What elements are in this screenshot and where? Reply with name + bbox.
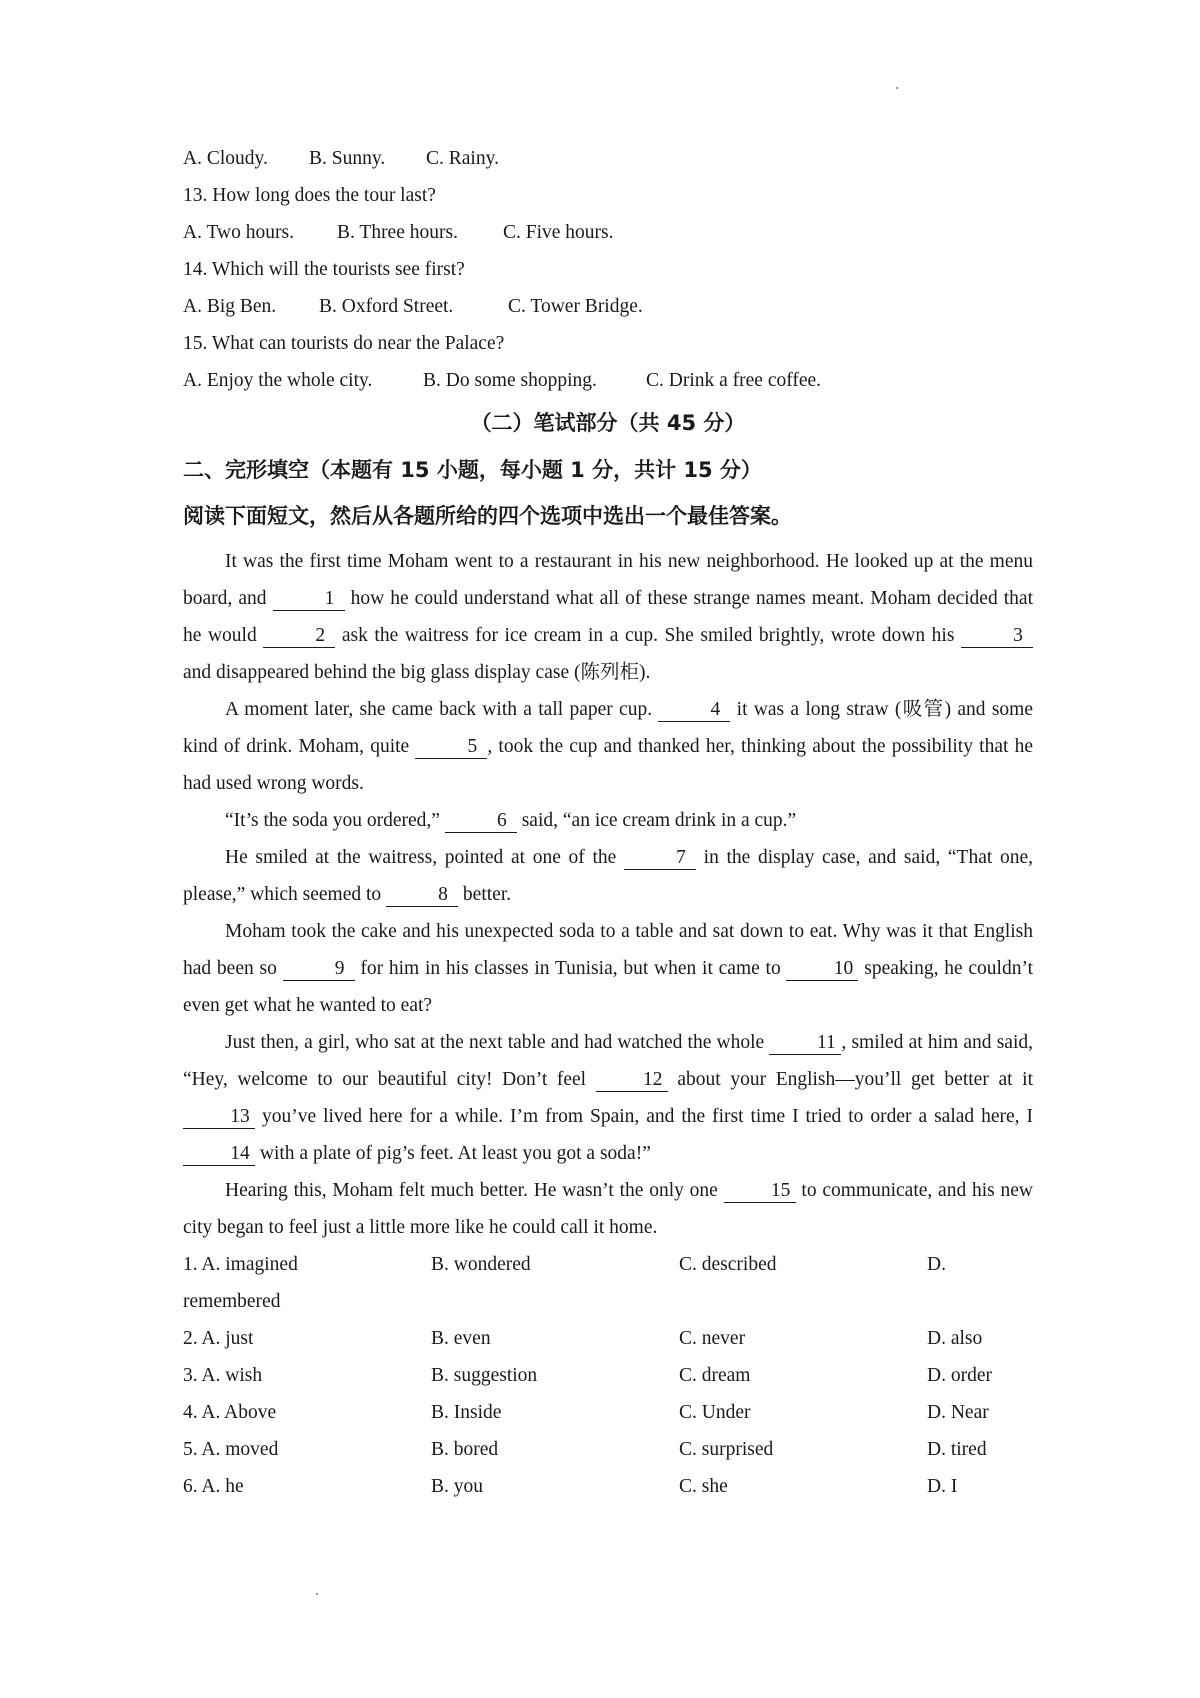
option: A. Big Ben. (183, 296, 277, 317)
exam-page (183, 140, 1033, 1505)
paragraph: Moham took the cake and his unexpected soda to a table and sat down to eat. Why was it that English had been so 9 for him in his classes in Tunisia, but when it came to 10 speaking, he couldn’t even get what he wanted to eat? (183, 921, 1034, 1016)
cloze-instruction: 阅读下面短文，然后从各题所给的四个选项中选出一个最佳答案。 (183, 504, 792, 528)
option-row-2: 2. A. just B. even C. never D. also (183, 1328, 983, 1349)
scan-dot (896, 87, 898, 89)
option-row-4: 4. A. Above B. Inside C. Under D. Near (183, 1402, 989, 1423)
section-title: （二）笔试部分（共 45 分） (470, 411, 746, 435)
option-row-6: 6. A. he B. you C. she D. I (183, 1476, 958, 1497)
blank-8: 8 (386, 884, 458, 907)
question-14: 14. Which will the tourists see first? (183, 259, 465, 280)
option-row-5: 5. A. moved B. bored C. surprised D. tired (183, 1439, 987, 1460)
option: C. Tower Bridge. (508, 296, 643, 317)
option: A. Enjoy the whole city. (183, 370, 373, 391)
blank-7: 7 (624, 847, 696, 870)
paragraph: “It’s the soda you ordered,” 6 said, “an ice cream drink in a cup.” (225, 810, 797, 831)
q14-options (183, 288, 1033, 325)
option: B. Three hours. (337, 222, 458, 243)
q15-options (183, 362, 1033, 399)
blank-12: 12 (596, 1069, 668, 1092)
option: C. Five hours. (503, 222, 614, 243)
blank-2: 2 (263, 625, 335, 648)
option-row-1: 1. A. imagined B. wondered C. described D. (183, 1254, 946, 1275)
question-13: 13. How long does the tour last? (183, 185, 436, 206)
cloze-passage (183, 543, 1033, 1246)
blank-15: 15 (724, 1180, 796, 1203)
blank-3: 3 (961, 625, 1033, 648)
paragraph: Hearing this, Moham felt much better. He wasn’t the only one 15 to communicate, and his new city began to feel just a little more like he could call it home. (183, 1180, 1034, 1238)
blank-1: 1 (273, 588, 345, 611)
scan-dot (316, 1593, 318, 1595)
blank-9: 9 (283, 958, 355, 981)
paragraph: A moment later, she came back with a tall paper cup. 4 it was a long straw (吸管) and some kind of drink. Moham, quite 5 , took the cup and thanked her, thinking about the possibility that he had used wrong words. (183, 699, 1033, 794)
blank-13: 13 (183, 1106, 255, 1129)
question-15: 15. What can tourists do near the Palace? (183, 333, 505, 354)
option-row-3: 3. A. wish B. suggestion C. dream D. order (183, 1365, 992, 1386)
option: C. Rainy. (426, 148, 499, 169)
option-row-1-wrap: remembered (183, 1291, 281, 1312)
blank-4: 4 (658, 699, 730, 722)
paragraph: He smiled at the waitress, pointed at one of the 7 in the display case, and said, “That one, please,” which seemed to 8 better. (183, 847, 1033, 905)
cloze-title: 二、完形填空（本题有 15 小题，每小题 1 分，共计 15 分） (183, 458, 762, 482)
q13-options (183, 214, 1033, 251)
option: A. Two hours. (183, 222, 294, 243)
option: B. Do some shopping. (423, 370, 597, 391)
paragraph: Just then, a girl, who sat at the next table and had watched the whole 11 , smiled at him and said, “Hey, welcome to our beautiful city! Don’t feel 12 about your English—you’ll get better at it 13 you’ve lived here for a while. I’m from Spain, and the first time I tried to order a salad here, I 14 with a plate of pig’s feet. At least you got a soda!” (183, 1032, 1033, 1164)
blank-14: 14 (183, 1143, 255, 1166)
option: A. Cloudy. (183, 148, 268, 169)
q12-options (183, 140, 1033, 177)
option: C. Drink a free coffee. (646, 370, 822, 391)
blank-11: 11 (769, 1032, 841, 1055)
paragraph: It was the first time Moham went to a restaurant in his new neighborhood. He looked up at the menu board, and 1 how he could understand what all of these strange names meant. Moham decided that he would 2 ask the waitress for ice cream in a cup. She smiled brightly, wrote down his 3 and disappeared behind the big glass display case (陈列柜). (183, 551, 1033, 683)
option: B. Oxford Street. (319, 296, 454, 317)
blank-5: 5 (415, 736, 487, 759)
blank-6: 6 (445, 810, 517, 833)
option: B. Sunny. (309, 148, 386, 169)
answer-options (183, 1246, 1033, 1505)
blank-10: 10 (786, 958, 858, 981)
